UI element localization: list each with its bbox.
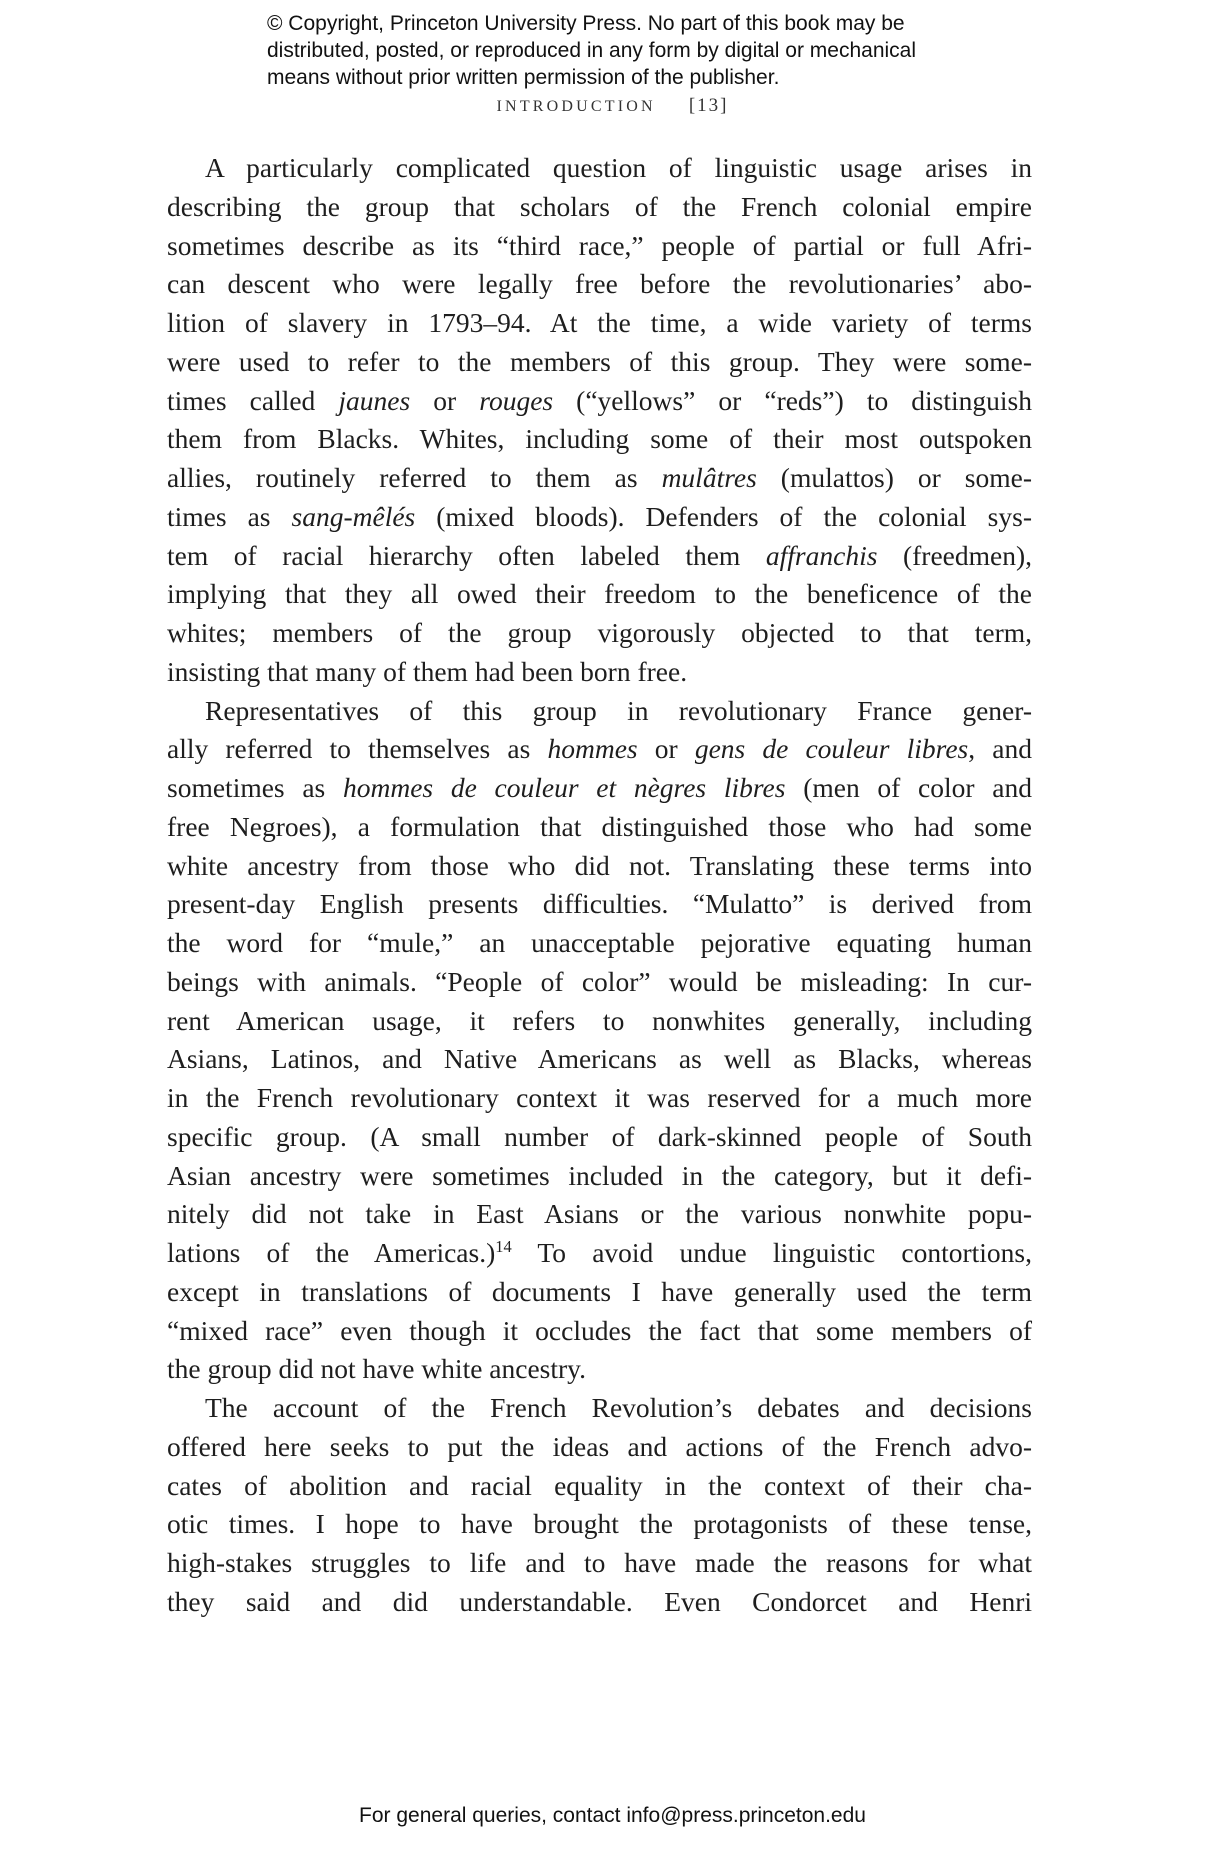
text-line [167, 1195, 1032, 1234]
text-run: Representatives of this group in revolutionary France gener- [205, 694, 1032, 726]
text-run: they said and did understandable. Even Condorcet and Henri [167, 1585, 1032, 1617]
text-run: Asian ancestry were sometimes included in the category, but it defi- [167, 1159, 1032, 1191]
paragraph [167, 692, 1032, 1390]
text-line [167, 498, 1032, 537]
text-line [167, 730, 1032, 769]
text-line [167, 382, 1032, 421]
text-line [167, 1583, 1032, 1622]
text-run: , and [968, 733, 1032, 765]
paragraph [167, 1389, 1032, 1622]
text-run: times as [167, 500, 292, 532]
body-text [167, 149, 1032, 1622]
text-run: offered here seeks to put the ideas and actions of the French advo- [167, 1430, 1032, 1462]
chapter-title: INTRODUCTION [496, 98, 656, 115]
paragraph [167, 149, 1032, 692]
text-line [167, 420, 1032, 459]
text-line [167, 847, 1032, 886]
text-line [167, 808, 1032, 847]
text-line [167, 188, 1032, 227]
text-run: sometimes as [167, 772, 343, 803]
text-line [167, 265, 1032, 304]
text-run: describing the group that scholars of the French colonial empire [167, 190, 1032, 222]
italic-term: sang-mêlés [291, 500, 416, 532]
text-line [167, 1002, 1032, 1041]
text-run: (“yellows” or “reds”) to distinguish [553, 384, 1032, 416]
italic-term: rouges [479, 384, 554, 416]
text-run: “mixed race” even though it occludes the fact that some members of [167, 1314, 1032, 1346]
text-run: white ancestry from those who did not. Translating these terms into [167, 849, 1032, 881]
italic-term: hommes [547, 733, 638, 765]
text-line [167, 1234, 1032, 1273]
copyright-line: distributed, posted, or reproduced in any form by digital or mechanical [267, 39, 917, 62]
text-run: ally referred to themselves as [167, 733, 548, 765]
text-line [167, 343, 1032, 382]
text-run: present-day English presents difficulties. “Mulatto” is derived from [167, 888, 1032, 920]
text-run: sometimes describe as its “third race,” people of partial or full Afri- [167, 229, 1032, 261]
text-run: (mulattos) or some- [756, 462, 1032, 493]
text-run: otic times. I hope to have brought the protagonists of these tense, [167, 1508, 1032, 1540]
text-run: beings with animals. “People of color” would be misleading: In cur- [167, 965, 1032, 997]
text-run: (freedmen), [877, 539, 1033, 571]
text-run: nitely did not take in East Asians or the various nonwhite popu- [167, 1198, 1032, 1230]
text-line [167, 149, 1032, 188]
text-line [167, 1040, 1032, 1079]
text-run: lition of slavery in 1793–94. At the time, a wide variety of terms [167, 307, 1032, 338]
running-head [0, 95, 1225, 117]
text-line [167, 537, 1032, 576]
text-line [167, 304, 1032, 343]
text-line [167, 614, 1032, 653]
footer-contact: For general queries, contact info@press.princeton.edu [359, 1804, 866, 1827]
text-run: cates of abolition and racial equality in the context of their cha- [167, 1469, 1032, 1501]
text-run: whites; members of the group vigorously objected to that term, [167, 617, 1032, 648]
text-line [167, 227, 1032, 266]
italic-term: gens de couleur libres [694, 733, 969, 765]
text-run: tem of racial hierarchy often labeled them [167, 539, 766, 571]
copyright-line: means without prior written permission of the publisher. [267, 66, 780, 89]
text-line [167, 653, 1032, 692]
text-run: implying that they all owed their freedom to the beneficence of the [167, 578, 1032, 610]
text-line [167, 1505, 1032, 1544]
text-line [167, 1273, 1032, 1312]
text-run: except in translations of documents I have generally used the term [167, 1275, 1032, 1307]
text-run: insisting that many of them had been born free. [167, 655, 688, 687]
text-run: in the French revolutionary context it was reserved for a much more [167, 1082, 1032, 1113]
page-number: [13] [688, 95, 729, 116]
text-line [167, 1428, 1032, 1467]
text-run: free Negroes), a formulation that distinguished those who had some [167, 810, 1032, 842]
text-run: them from Blacks. Whites, including some of their most outspoken [167, 423, 1032, 455]
text-line [167, 1079, 1032, 1118]
text-run: high-stakes struggles to life and to have made the reasons for what [167, 1547, 1032, 1578]
text-run: lations of the Americas.) [167, 1237, 496, 1268]
text-line [167, 1118, 1032, 1157]
text-run: The account of the French Revolution’s debates and decisions [205, 1392, 1032, 1423]
copyright-notice [267, 10, 1027, 91]
text-line [167, 885, 1032, 924]
text-line [167, 1467, 1032, 1506]
copyright-line: © Copyright, Princeton University Press. No part of this book may be [267, 12, 905, 35]
text-line [167, 575, 1032, 614]
text-run: rent American usage, it refers to nonwhites generally, including [167, 1004, 1032, 1036]
text-run: or [410, 384, 480, 416]
text-run: (mixed bloods). Defenders of the colonial sys- [415, 500, 1032, 532]
text-line [167, 1389, 1032, 1428]
text-line [167, 692, 1032, 731]
text-run: A particularly complicated question of linguistic usage arises in [205, 152, 1032, 183]
italic-term: jaunes [338, 384, 411, 416]
text-run: (men of color and [785, 772, 1032, 803]
text-run: the group did not have white ancestry. [167, 1353, 586, 1385]
text-line [167, 1350, 1032, 1389]
text-run: the word for “mule,” an unacceptable pejorative equating human [167, 927, 1032, 958]
text-line [167, 459, 1032, 498]
text-line [167, 1157, 1032, 1196]
italic-term: mulâtres [661, 462, 757, 493]
text-run: specific group. (A small number of dark-skinned people of South [167, 1120, 1032, 1152]
italic-term: affranchis [765, 539, 878, 571]
text-run: can descent who were legally free before the revolutionaries’ abo- [167, 268, 1032, 300]
text-line [167, 963, 1032, 1002]
text-run: or [637, 733, 695, 765]
text-line [167, 1312, 1032, 1351]
text-line [167, 769, 1032, 808]
text-run: To avoid undue linguistic contortions, [511, 1237, 1032, 1268]
text-run: times called [167, 384, 339, 416]
text-line [167, 1544, 1032, 1583]
text-run: were used to refer to the members of this group. They were some- [167, 345, 1032, 377]
italic-term: hommes de couleur et nègres libres [342, 772, 786, 803]
footnote-reference[interactable]: 14 [495, 1237, 512, 1257]
text-line [167, 924, 1032, 963]
text-run: Asians, Latinos, and Native Americans as well as Blacks, whereas [167, 1043, 1032, 1075]
text-run: allies, routinely referred to them as [167, 462, 662, 493]
